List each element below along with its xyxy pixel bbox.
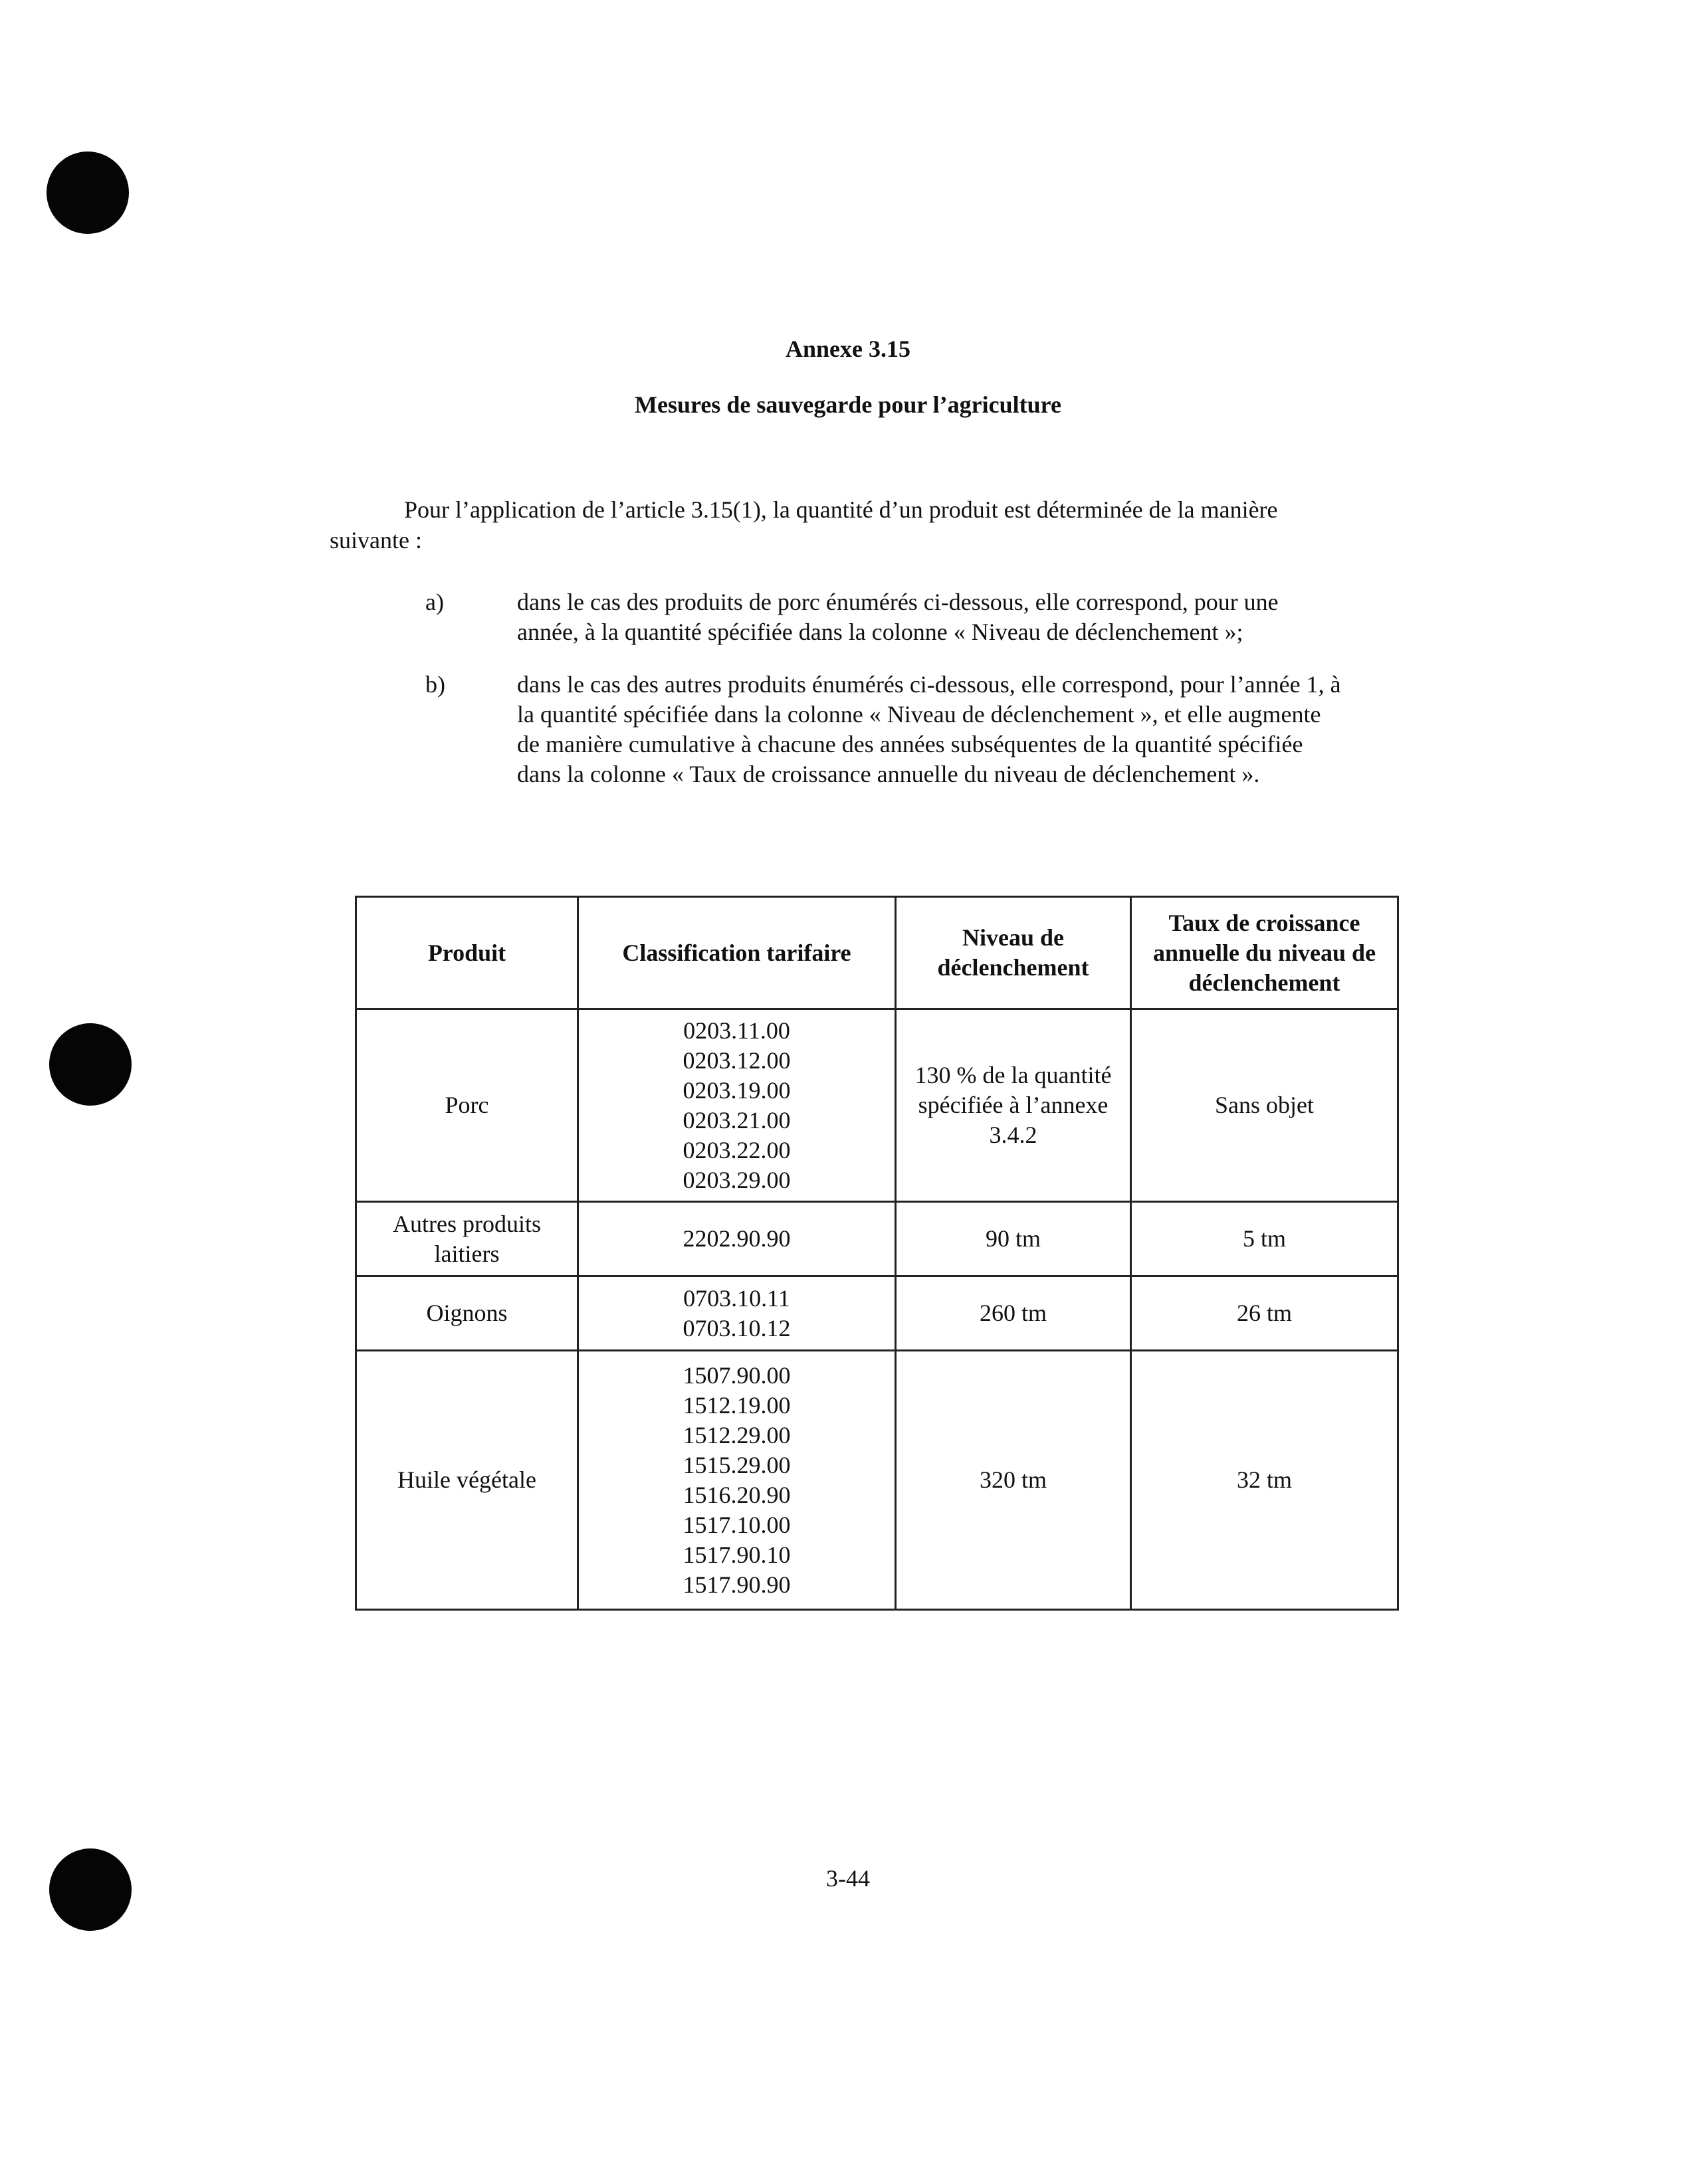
tariff-code: 1515.29.00: [683, 1451, 791, 1478]
table-row: [356, 1276, 1398, 1351]
tariff-code: 0203.29.00: [683, 1166, 791, 1193]
header-annual-growth-rate: Taux de croissance annuelle du niveau de déclenchement: [1131, 897, 1398, 1009]
tariff-code: 0203.11.00: [683, 1017, 790, 1044]
product-cell: Porc: [356, 1009, 578, 1202]
punch-hole-top: [47, 151, 129, 234]
product-cell: Autres produits laitiers: [356, 1202, 578, 1276]
trigger-level-cell: 260 tm: [896, 1276, 1131, 1351]
tariff-code: 1517.90.10: [683, 1541, 791, 1568]
tariff-code: 0703.10.11: [683, 1284, 790, 1312]
growth-rate-cell: 26 tm: [1131, 1276, 1398, 1351]
tariff-code: 1517.10.00: [683, 1511, 791, 1538]
tariff-code: 0203.22.00: [683, 1136, 791, 1163]
trigger-level-cell: 320 tm: [896, 1351, 1131, 1610]
trigger-level-cell: 130 % de la quantité spécifiée à l’annexe 3.4.2: [896, 1009, 1131, 1202]
tariff-code: 0703.10.12: [683, 1314, 791, 1341]
tariff-code: 1512.19.00: [683, 1391, 791, 1419]
table-row: [356, 1351, 1398, 1610]
intro-paragraph: Pour l’application de l’article 3.15(1), la quantité d’un produit est déterminée de la manière suivante :: [330, 496, 1278, 553]
tariff-codes-cell: [578, 1351, 896, 1610]
tariff-code: 1516.20.90: [683, 1481, 791, 1508]
product-cell: Oignons: [356, 1276, 578, 1351]
list-item-label: b): [425, 671, 445, 698]
header-tariff-classification: Classification tarifaire: [578, 897, 896, 1009]
growth-rate-cell: 5 tm: [1131, 1202, 1398, 1276]
tariff-code: 0203.12.00: [683, 1046, 791, 1074]
header-trigger-level: Niveau de déclenchement: [896, 897, 1131, 1009]
header-product: Produit: [356, 897, 578, 1009]
list-item-text: dans le cas des produits de porc énumérés ci-dessous, elle correspond, pour une année, à la quantité spécifiée dans la colonne « Niveau de déclenchement »;: [517, 589, 1279, 645]
trigger-level-table: [355, 896, 1399, 1611]
page-number: 3-44: [826, 1865, 870, 1892]
list-item-text: dans le cas des autres produits énumérés ci-dessous, elle correspond, pour l’année 1, à la quantité spécifiée dans la colonne « Niveau de déclenchement », et elle augmente de manière cumulative à chacune des années subséquentes de la quantité spécifiée dans la colonne « Taux de croissance annuelle du niveau de déclenchement ».: [517, 671, 1341, 787]
trigger-level-cell: 90 tm: [896, 1202, 1131, 1276]
annex-number: Annexe 3.15: [786, 336, 910, 362]
growth-rate-cell: 32 tm: [1131, 1351, 1398, 1610]
table-row: [356, 1202, 1398, 1276]
tariff-code: 2202.90.90: [683, 1225, 791, 1252]
table-header-row: [356, 897, 1398, 1009]
list-item-label: a): [425, 589, 444, 615]
tariff-codes-cell: [578, 1202, 896, 1276]
tariff-code: 0203.21.00: [683, 1106, 791, 1134]
tariff-code: 1512.29.00: [683, 1421, 791, 1448]
product-cell: Huile végétale: [356, 1351, 578, 1610]
growth-rate-cell: Sans objet: [1131, 1009, 1398, 1202]
tariff-codes-cell: [578, 1276, 896, 1351]
punch-hole-middle: [49, 1023, 132, 1106]
tariff-codes-cell: [578, 1009, 896, 1202]
tariff-code: 0203.19.00: [683, 1076, 791, 1104]
table-row: [356, 1009, 1398, 1202]
annex-title: Mesures de sauvegarde pour l’agriculture: [635, 391, 1061, 418]
tariff-code: 1507.90.00: [683, 1361, 791, 1389]
tariff-code: 1517.90.90: [683, 1571, 791, 1598]
